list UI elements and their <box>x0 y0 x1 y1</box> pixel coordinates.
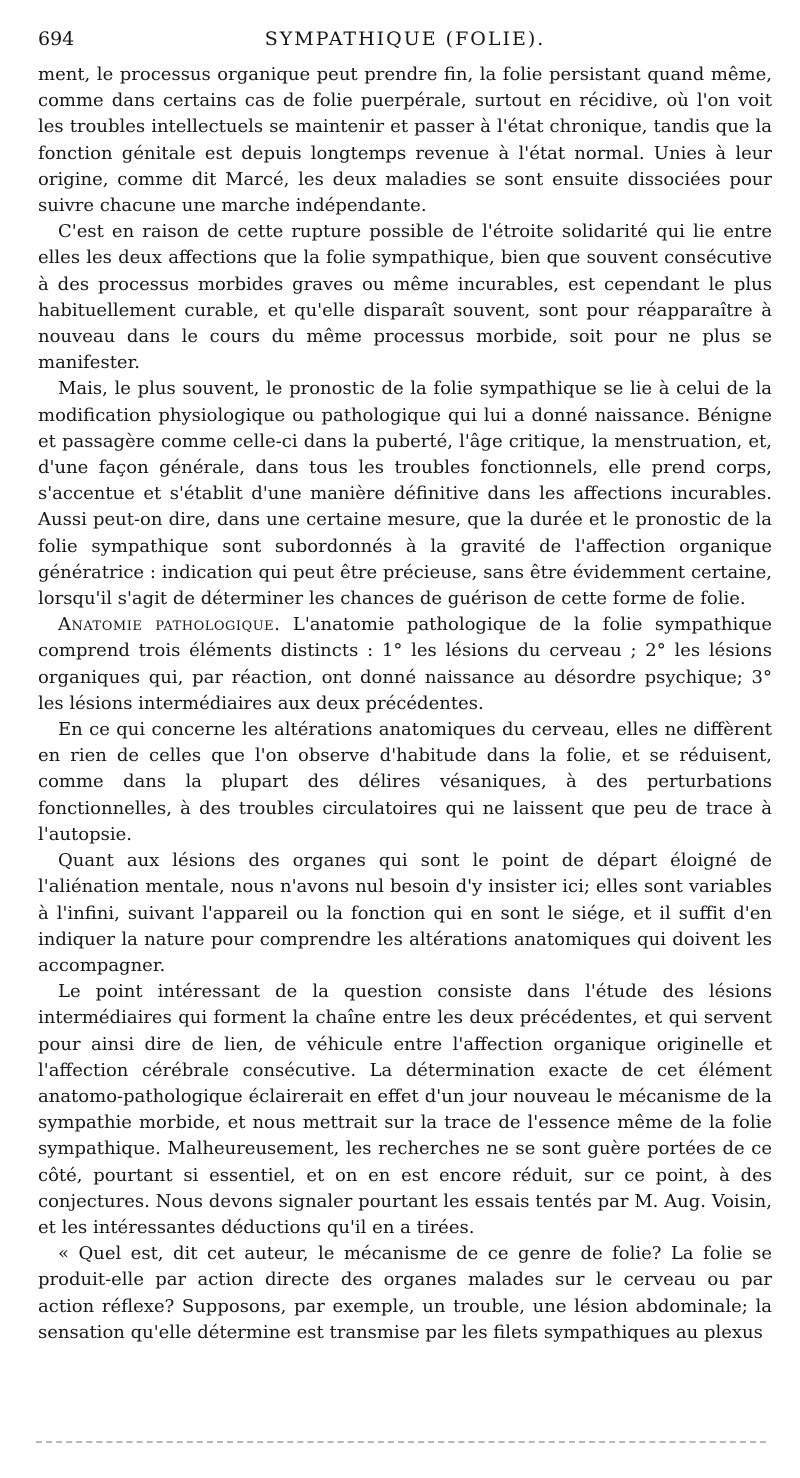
paragraph <box>38 979 772 1241</box>
paragraph <box>38 848 772 979</box>
footer-rule <box>36 1441 766 1443</box>
paragraph-text: L'anatomie pathologique de la folie sympathique comprend trois éléments distincts : 1° les lésions du cerveau ; 2° les lésions organiques qui, par réaction, ont donné naissance au désordre psychique; 3° les lésions intermédiaires aux deux précédentes. <box>38 614 772 714</box>
section-heading: Anatomie pathologique. <box>58 614 281 636</box>
paragraph <box>38 376 772 612</box>
page-header <box>38 28 772 62</box>
paragraph-text: Le point intéressant de la question consiste dans l'étude des lésions intermédiaires qui forment la chaîne entre les deux précédentes, et qui servent pour ainsi dire de lien, de véhicule entre l'affection organique originelle et l'affection cérébrale consécutive. La détermination exacte de cet élément anatomo-pathologique éclairerait en effet d'un jour nouveau le mécanisme de la sympathie morbide, et nous mettrait sur la trace de l'essence même de la folie sympathique. Malheureusement, les recherches ne se sont guère portées de ce côté, pourtant si essentiel, et on en est encore réduit, sur ce point, à des conjectures. Nous devons signaler pourtant les essais tentés par M. Aug. Voisin, et les intéressantes déductions qu'il en a tirées. <box>38 981 772 1238</box>
body-text <box>38 62 772 1346</box>
paragraph-text: « Quel est, dit cet auteur, le mécanisme de ce genre de folie? La folie se produit-elle par action directe des organes malades sur le cerveau ou par action réflexe? Supposons, par exemple, un trouble, une lésion abdominale; la sensation qu'elle détermine est transmise par les filets sympathiques au plexus <box>38 1243 772 1343</box>
paragraph <box>38 219 772 376</box>
paragraph-text: Mais, le plus souvent, le pronostic de la folie sympathique se lie à celui de la modification physiologique ou pathologique qui lui a donné naissance. Bénigne et passagère comme celle-ci dans la puberté, l'âge critique, la menstruation, et, d'une façon générale, dans tous les troubles fonctionnels, elle prend corps, s'accentue et s'établit d'une manière définitive dans les affections incurables. Aussi peut-on dire, dans une certaine mesure, que la durée et le pronostic de la folie sympathique sont subordonnés à la gravité de l'affection organique génératrice : indication qui peut être précieuse, sans être évidemment certaine, lorsqu'il s'agit de déterminer les chances de guérison de cette forme de folie. <box>38 378 772 610</box>
paragraph <box>38 717 772 848</box>
paragraph-text: En ce qui concerne les altérations anatomiques du cerveau, elles ne diffèrent en rien de celles que l'on observe d'habitude dans la folie, et se réduisent, comme dans la plupart des délires vésaniques, à des perturbations fonctionnelles, à des troubles circulatoires qui ne laissent que peu de trace à l'autopsie. <box>38 719 772 845</box>
book-page <box>38 28 772 1346</box>
running-head: SYMPATHIQUE (FOLIE). <box>264 28 546 50</box>
paragraph <box>38 612 772 717</box>
paragraph-text: ment, le processus organique peut prendre fin, la folie persistant quand même, comme dans certains cas de folie puerpérale, surtout en récidive, où l'on voit les troubles intellectuels se maintenir et passer à l'état chronique, tandis que la fonction génitale est depuis longtemps revenue à l'état normal. Unies à leur origine, comme dit Marcé, les deux maladies se sont ensuite dissociées pour suivre chacune une marche indépendante. <box>38 64 772 217</box>
paragraph-text: C'est en raison de cette rupture possible de l'étroite solidarité qui lie entre elles les deux affections que la folie sympathique, bien que souvent consécutive à des processus morbides graves ou même incurables, est cependant le plus habituellement curable, et qu'elle disparaît souvent, sont pour réapparaître à nouveau dans le cours du même processus morbide, soit pour ne plus se manifester. <box>38 221 772 374</box>
paragraph-text: Quant aux lésions des organes qui sont le point de départ éloigné de l'aliénation mentale, nous n'avons nul besoin d'y insister ici; elles sont variables à l'infini, suivant l'appareil ou la fonction qui en sont le siége, et il suffit d'en indiquer la nature pour comprendre les altérations anatomiques qui doivent les accompagner. <box>38 850 772 976</box>
page-number: 694 <box>38 28 75 50</box>
paragraph <box>38 62 772 219</box>
paragraph <box>38 1241 772 1346</box>
